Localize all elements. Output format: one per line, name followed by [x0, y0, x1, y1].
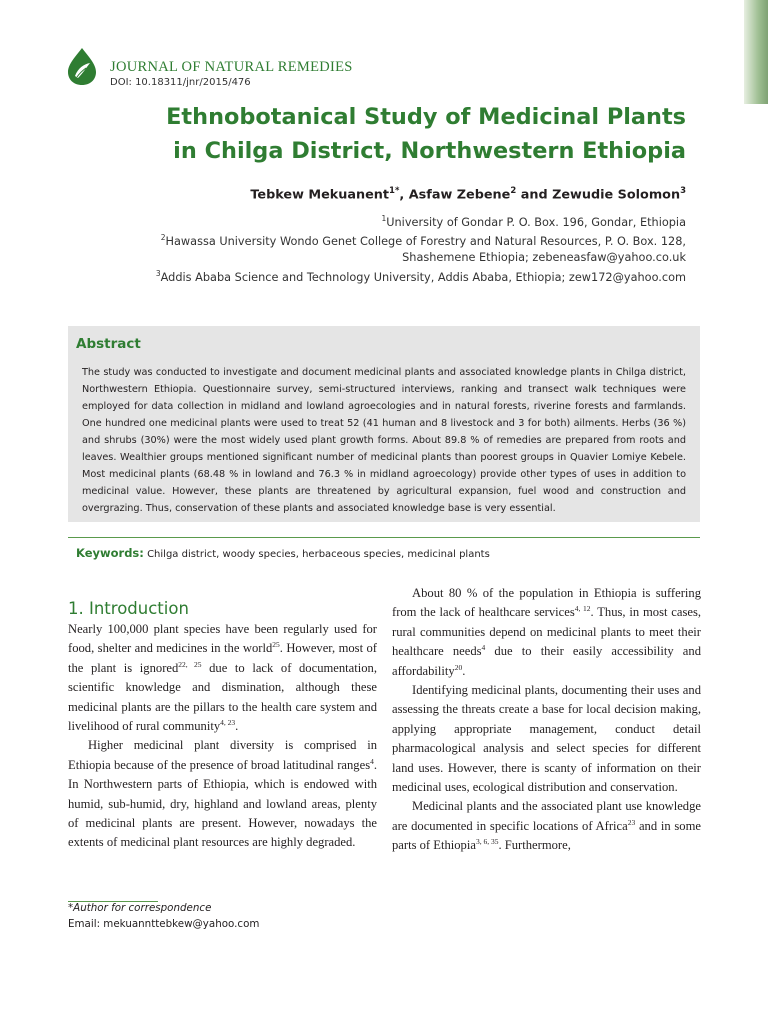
- section-heading-introduction: 1. Introduction: [68, 598, 189, 618]
- author-separator: ,: [399, 187, 409, 203]
- affiliation-2: $^2$Hawassa University Wondo Genet College of Forestry and Natural Resources, P. O. Box. 128,: [160, 233, 686, 248]
- journal-leaf-logo-icon: [66, 46, 98, 86]
- paragraph: Higher medicinal plant diversity is comprised in Ethiopia because of the presence of broad latitudinal ranges$^4$. In Northwestern parts of Ethiopia, which is endowed with humid, sub-humid, dry, highland and lowland areas, plenty of medicinal plants are present. However, nowadays the extents of medicinal plant resources are highly degraded.: [68, 738, 377, 850]
- paragraph: Medicinal plants and the associated plant use knowledge are documented in specific locations of Africa$^{23}$ and in some parts of Ethiopia$^{3, 6, 35}$. Furthermore,: [392, 799, 701, 853]
- keywords-label: Keywords:: [76, 546, 144, 560]
- footnote-email: Email: mekuannttebkew@yahoo.com: [68, 918, 260, 930]
- journal-name: JOURNAL OF NATURAL REMEDIES: [110, 59, 353, 75]
- author-affiliation-marker: 1*: [389, 186, 400, 196]
- footnote-correspondence: *Author for correspondence: [68, 902, 212, 914]
- paragraph: Identifying medicinal plants, documenting their uses and assessing the threats create a base for local decision making, applying appropriate management, conduct detail pharmacological analysis and select species for different land uses. However, there is scanty of information on their medicinal uses, ecological distribution and conservation.: [392, 683, 701, 795]
- affiliation-1: $^1$University of Gondar P. O. Box. 196, Gondar, Ethiopia: [381, 214, 686, 229]
- abstract-heading: Abstract: [76, 336, 141, 352]
- author-affiliation-marker: 2: [510, 186, 517, 196]
- keywords: [76, 546, 490, 560]
- author-affiliation-marker: 3: [680, 186, 686, 196]
- keywords-text: Chilga district, woody species, herbaceous species, medicinal plants: [143, 549, 490, 560]
- article-title: [120, 100, 686, 168]
- affiliation-3: $^3$Addis Ababa Science and Technology University, Addis Ababa, Ethiopia; zew172@yahoo.com: [155, 269, 686, 284]
- author-separator: and: [516, 187, 553, 203]
- article-title-line-1: Ethnobotanical Study of Medicinal Plants: [166, 104, 686, 130]
- abstract-text: The study was conducted to investigate and document medicinal plants and associated knowledge plants in Chilga district, Northwestern Ethiopia. Questionnaire survey, semi-structured interviews, ranking and transect walk techniques were employed for data collection in midland and lowland agroecologies and in natural forests, riverine forests and farmlands. One hundred one medicinal plants were used to treat 52 (41 human and 8 livestock and 3 for both) ailments. Herbs (36 %) and shrubs (30%) were the most widely used plant growth forms. About 89.8 % of remedies are prepared from roots and leaves. Wealthier groups mentioned significant number of medicinal plants than poorest groups in Quavier Lomiye Kebele. Most medicinal plants (68.48 % in lowland and 76.3 % in midland agroecology) provide other types of uses in addition to medicinal value. However, these plants are threatened by agricultural expansion, fuel wood and construction and overgrazing. Thus, conservation of these plants and associated knowledge base is very essential.: [82, 367, 686, 514]
- paragraph: Nearly 100,000 plant species have been regularly used for food, shelter and medicines in the world$^{25}$. However, most of the plant is ignored$^{22, 25}$ due to lack of documentation, scientific knowledge and dismination, although these medicinal plants are the pillars to the health care system and livelihood of rural community$^{4, 23}$.: [68, 622, 377, 734]
- abstract-box: [68, 326, 700, 522]
- body-column-right: [392, 584, 701, 856]
- article-title-line-2: in Chilga District, Northwestern Ethiopia: [173, 138, 686, 164]
- author-list: [250, 186, 686, 202]
- body-column-left: [68, 620, 377, 853]
- author-name: Zewudie Solomon: [552, 187, 681, 203]
- paragraph: About 80 % of the population in Ethiopia is suffering from the lack of healthcare services$^{4, 12}$. Thus, in most cases, rural communities depend on medicinal plants to meet their healthcare needs$^4$ due to their easily accessibility and affordability$^{20}$.: [392, 586, 702, 678]
- doi: DOI: 10.18311/jnr/2015/476: [110, 77, 251, 88]
- author-name: Asfaw Zebene: [408, 187, 511, 203]
- page-edge-tab: [744, 0, 768, 104]
- author-name: Tebkew Mekuanent: [250, 187, 390, 203]
- keywords-divider: [68, 537, 700, 538]
- affiliation-2-continued: Shashemene Ethiopia; zebeneasfaw@yahoo.co.uk: [402, 251, 686, 264]
